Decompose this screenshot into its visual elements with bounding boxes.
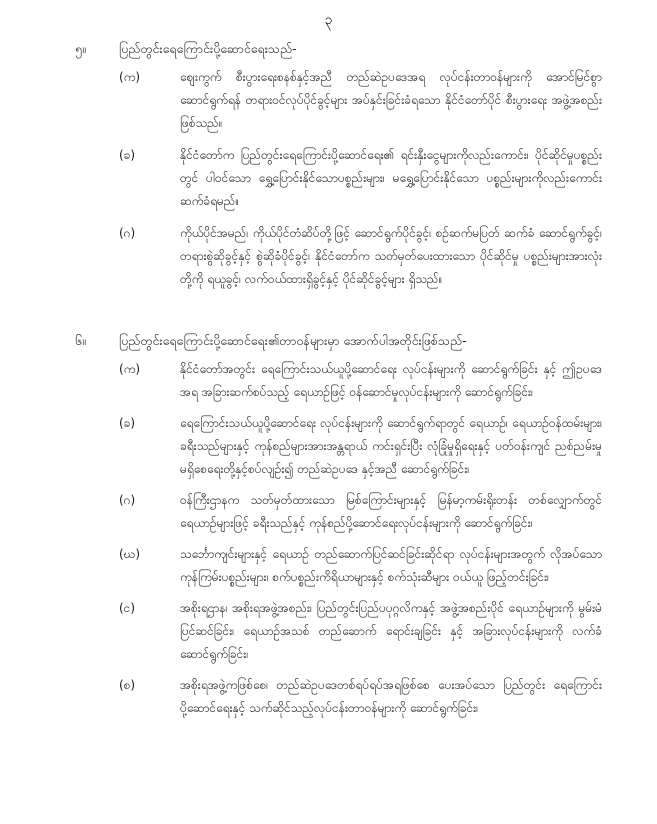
clause-marker: (ဂ) bbox=[119, 226, 136, 240]
section-heading bbox=[0, 330, 657, 352]
clause-text: နိုင်ငံတော်အတွင်း ရေကြောင်းသယ်ယူပို့ဆောင်ရေး လုပ်ငန်းများကို ဆောင်ရွက်ခြင်း နှင့် ဤဥပဒေအရ အခြားဆက်စပ်သည့် ရေယာဉ်ဖြင့် ဝန်ဆောင်မှုလုပ်ငန်းများကို ဆောင်ရွက်ခြင်း၊ bbox=[180, 362, 602, 399]
clause-marker: (ခ) bbox=[119, 416, 136, 430]
clause-item bbox=[0, 674, 657, 720]
clause-marker: (င) bbox=[119, 601, 136, 615]
clause-marker: (စ) bbox=[119, 678, 136, 692]
section-number: ၅။ bbox=[75, 41, 86, 56]
clause-item bbox=[0, 66, 657, 135]
clause-text: ရေကြောင်းသယ်ယူပို့ဆောင်ရေး လုပ်ငန်းများကို ဆောင်ရွက်ရာတွင် ရေယာဉ်၊ ရေယာဉ်ဝန်ထမ်းများ၊ ခရီးသည်များနှင့် ကုန်စည်များအားအန္တရာယ် ကင်းရှင်းပြီး လုံခြုံမှုရှိရေးနှင့် ပတ်ဝန်းကျင် ညစ်ညမ်းမှု မရှိစေရေးတို့နှင့်စပ်လျဉ်း၍ တည်ဆဲဥပဒေ နှင့်အညီ ဆောင်ရွက်ခြင်း၊ bbox=[180, 416, 602, 476]
clause-item bbox=[0, 222, 657, 291]
clause-marker: (ဃ) bbox=[119, 547, 141, 561]
clause-text: သင်္ဘောကျင်းများနှင့် ရေယာဉ် တည်ဆောက်ပြင်ဆင်ခြင်းဆိုင်ရာ လုပ်ငန်းများအတွက် လိုအပ်သော ကုန်ကြမ်းပစ္စည်းများ၊ စက်ပစ္စည်းကိရိယာများနှင့် စက်သုံးဆီများ ဝယ်ယူ ဖြည့်တင်းခြင်း၊ bbox=[180, 547, 602, 584]
clause-marker: (က) bbox=[119, 70, 141, 84]
section-heading bbox=[0, 38, 657, 60]
section-5 bbox=[0, 38, 657, 291]
clause-item bbox=[0, 597, 657, 666]
clause-item bbox=[0, 543, 657, 589]
clause-text: ဈေးကွက် စီးပွားရေးစနစ်နှင့်အညီ တည်ဆဲဥပဒေအရ လုပ်ငန်းတာဝန်များကို အောင်မြင်စွာ ဆောင်ရွက်ရန် တရားဝင်လုပ်ပိုင်ခွင့်များ အပ်နှင်းခြင်းခံရသော နိုင်ငံတော်ပိုင် စီးပွားရေး အဖွဲ့အစည်း ဖြစ်သည်။ bbox=[180, 70, 602, 130]
clause-text: ဝန်ကြီးဌာနက သတ်မှတ်ထားသော မြစ်ကြောင်းများနှင့် မြန်မာ့ကမ်းရိုးတန်း တစ်လျှောက်တွင် ရေယာဉ်များဖြင့် ခရီးသည်နှင့် ကုန်စည်ပို့ဆောင်ရေးလုပ်ငန်းများကို ဆောင်ရွက်ခြင်း၊ bbox=[180, 493, 602, 530]
clause-item bbox=[0, 144, 657, 213]
clause-text: ကိုယ်ပိုင်အမည်၊ ကိုယ်ပိုင်တံဆိပ်တို့ဖြင့် ဆောင်ရွက်ပိုင်ခွင့်၊ စဉ်ဆက်မပြတ် ဆက်ခံ ဆောင်ရွက်ခွင့်၊ တရားစွဲဆိုခွင့်နှင့် စွဲဆိုခံပိုင်ခွင့်၊ နိုင်ငံတော်က သတ်မှတ်ပေးထားသော ပိုင်ဆိုင်မှု ပစ္စည်းများအားလုံးတို့ကို ရယူခွင့်၊ လက်ဝယ်ထားရှိခွင့်နှင့် ပိုင်ဆိုင်ခွင့်များ ရှိသည်။ bbox=[180, 226, 602, 286]
clause-text: နိုင်ငံတော်က ပြည်တွင်းရေကြောင်းပို့ဆောင်ရေး၏ ရင်းနှီးငွေများကိုလည်းကောင်း၊ ပိုင်ဆိုင်မှုပစ္စည်းတွင် ပါဝင်သော ရွှေ့ပြောင်းနိုင်သောပစ္စည်းများ၊ မရွှေ့ပြောင်းနိုင်သော ပစ္စည်းများကိုလည်းကောင်း ဆက်ခံရမည်။ bbox=[180, 148, 602, 208]
clause-marker: (ဂ) bbox=[119, 493, 136, 507]
clause-item bbox=[0, 358, 657, 404]
clause-marker: (က) bbox=[119, 362, 141, 376]
section-number: ၆။ bbox=[75, 333, 86, 348]
section-6 bbox=[0, 330, 657, 720]
section-title: ပြည်တွင်းရေကြောင်းပို့ဆောင်ရေးသည်- bbox=[119, 41, 297, 56]
clause-text: အစိုးရအဖွဲ့ကဖြစ်စေ၊ တည်ဆဲဥပဒေတစ်ရပ်ရပ်အရဖြစ်စေ ပေးအပ်သော ပြည်တွင်း ရေကြောင်းပို့ဆောင်ရေးနှင့် သက်ဆိုင်သည့်လုပ်ငန်းတာဝန်များကို ဆောင်ရွက်ခြင်း၊ bbox=[180, 678, 602, 715]
section-title: ပြည်တွင်းရေကြောင်းပို့ဆောင်ရေး၏တာဝန်များမှာ အောက်ပါအတိုင်းဖြစ်သည်- bbox=[119, 333, 467, 348]
page-number: ၃ bbox=[324, 12, 333, 28]
clause-item bbox=[0, 489, 657, 535]
clause-text: အစိုးရဌာန၊ အစိုးရအဖွဲ့အစည်း၊ ပြည်တွင်းပြည်ပပုဂ္ဂလိကနှင့် အဖွဲ့အစည်းပိုင် ရေယာဉ်များကို မွမ်းမံပြင်ဆင်ခြင်း၊ ရေယာဉ်အသစ် တည်ဆောက် ရောင်းချခြင်း နှင့် အခြားလုပ်ငန်းများကို လက်ခံဆောင်ရွက်ခြင်း၊ bbox=[180, 601, 602, 661]
clause-item bbox=[0, 412, 657, 481]
clause-marker: (ခ) bbox=[119, 148, 136, 162]
